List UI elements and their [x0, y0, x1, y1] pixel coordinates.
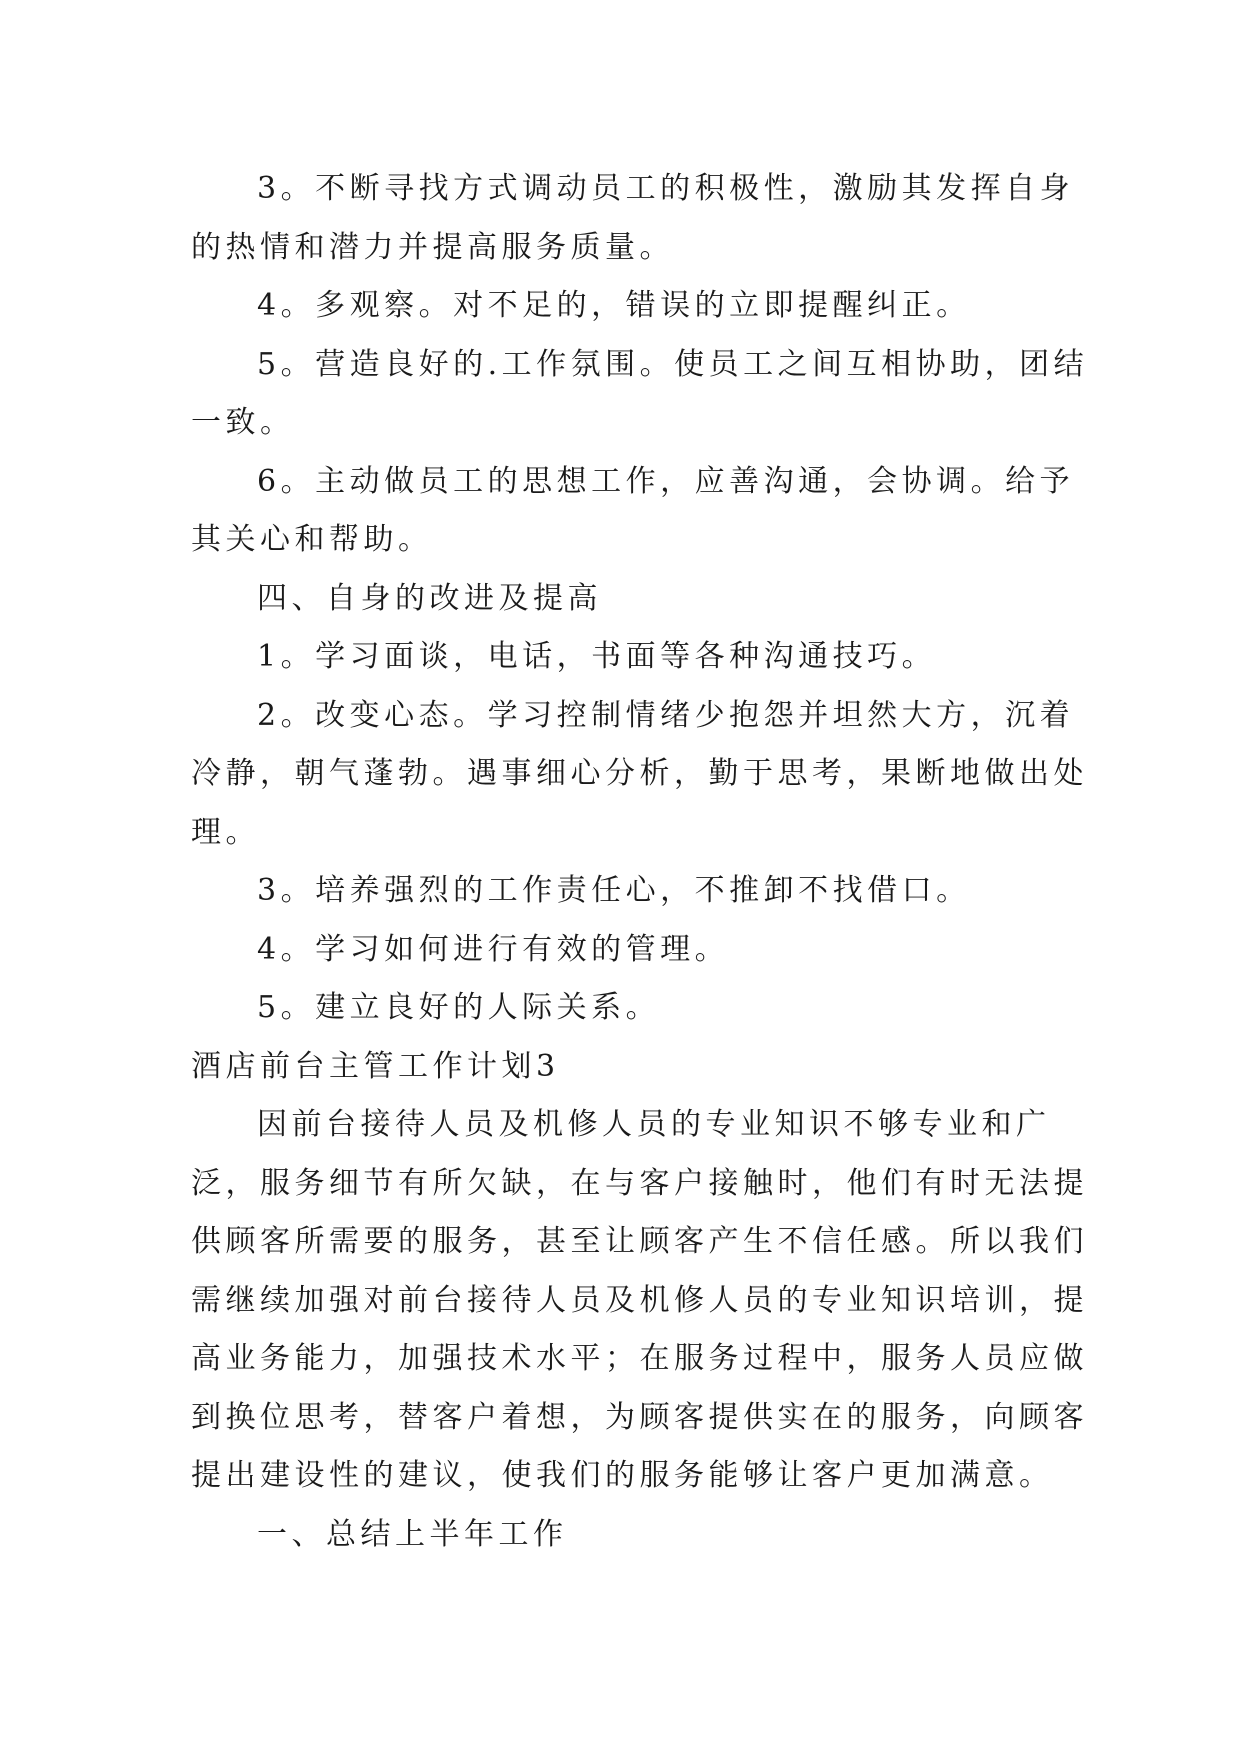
paragraph-line: 4。学习如何进行有效的管理。 [257, 931, 730, 967]
section-heading: 一、总结上半年工作 [257, 1516, 568, 1552]
paragraph-line: 2。改变心态。学习控制情绪少抱怨并坦然大方，沉着 [257, 697, 1075, 733]
paragraph-line: 冷静，朝气蓬勃。遇事细心分析，勤于思考，果断地做出处 [191, 756, 1088, 791]
paragraph-line: 1。学习面谈，电话，书面等各种沟通技巧。 [257, 639, 937, 674]
paragraph-line: 的热情和潜力并提高服务质量。 [191, 229, 674, 265]
paragraph-line: 因前台接待人员及机修人员的专业知识不够专业和广 [257, 1107, 1051, 1142]
paragraph-line: 4。多观察。对不足的，错误的立即提醒纠正。 [257, 288, 971, 323]
document-title: 酒店前台主管工作计划3 [191, 1048, 560, 1084]
paragraph-line: 6。主动做员工的思想工作，应善沟通，会协调。给予 [257, 463, 1075, 499]
paragraph-line: 需继续加强对前台接待人员及机修人员的专业知识培训，提 [191, 1282, 1088, 1318]
document-body [191, 160, 1089, 1564]
paragraph-line: 到换位思考，替客户着想，为顾客提供实在的服务，向顾客 [191, 1399, 1088, 1435]
paragraph-line: 3。培养强烈的工作责任心，不推卸不找借口。 [257, 873, 971, 908]
paragraph-line: 其关心和帮助。 [191, 522, 433, 557]
paragraph-line: 5。营造良好的.工作氛围。使员工之间互相协助，团结 [257, 346, 1089, 382]
paragraph-line: 高业务能力，加强技术水平；在服务过程中，服务人员应做 [191, 1341, 1088, 1376]
paragraph-line: 理。 [191, 814, 260, 850]
paragraph-line: 5。建立良好的人际关系。 [257, 990, 661, 1025]
paragraph-line: 泛，服务细节有所欠缺，在与客户接触时，他们有时无法提 [191, 1165, 1088, 1201]
paragraph-line: 3。不断寻找方式调动员工的积极性，激励其发挥自身 [257, 171, 1075, 206]
paragraph-line: 一致。 [191, 405, 295, 440]
section-heading: 四、自身的改进及提高 [257, 580, 602, 616]
paragraph-line: 供顾客所需要的服务，甚至让顾客产生不信任感。所以我们 [191, 1224, 1088, 1259]
paragraph-line: 提出建设性的建议，使我们的服务能够让客户更加满意。 [191, 1458, 1054, 1493]
